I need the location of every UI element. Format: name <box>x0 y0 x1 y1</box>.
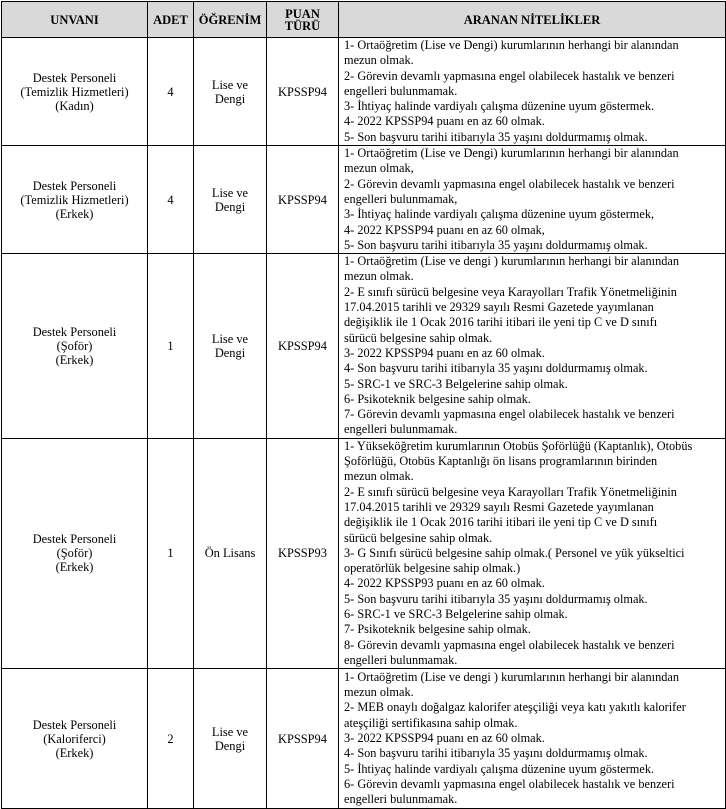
qualifications-cell-line: 1- Ortaöğretim (Lise ve dengi ) kurumlarının herhangi bir alanından <box>344 254 679 269</box>
position-title-cell-line: (Kadın) <box>55 98 94 113</box>
qualifications-cell-line: engelleri bulunmamak. <box>344 792 458 807</box>
qualifications-cell-line: 5- Son başvuru tarihi itibarıyla 35 yaşını doldurmamış olmak. <box>344 129 648 144</box>
header-row <box>2 2 726 38</box>
education-cell-line: Lise ve <box>211 77 249 92</box>
score-type-cell: KPSSP94 <box>267 146 339 254</box>
table-row <box>2 669 726 809</box>
count-cell: 2 <box>148 669 194 809</box>
qualifications-cell-line: 4- 2022 KPSSP94 puanı en az 60 olmak. <box>344 114 545 129</box>
qualifications-cell-line: 2- MEB onaylı doğalgaz kalorifer ateşçiliği veya katı yakıtlı kalorifer <box>344 700 686 715</box>
qualifications-cell-line: engelleri bulunmamak. <box>344 652 458 667</box>
qualifications-cell <box>339 146 726 254</box>
qualifications-cell-line: 2- Görevin devamlı yapmasına engel olabilecek hastalık ve benzeri <box>344 176 675 191</box>
qualifications-cell-line: 5- Son başvuru tarihi itibarıyla 35 yaşını doldurmamış olmak. <box>344 591 648 606</box>
education-cell <box>194 438 267 668</box>
table-row <box>2 146 726 254</box>
qualifications-cell-line: engelleri bulunmamak. <box>344 83 458 98</box>
qualifications-cell-line: 2- E sınıfı sürücü belgesine veya Karayolları Trafik Yönetmeliğinin <box>344 284 677 299</box>
score-type-cell: KPSSP94 <box>267 669 339 809</box>
count-cell: 4 <box>148 38 194 146</box>
qualifications-cell-line: sürücü belgesine sahip olmak. <box>344 330 493 345</box>
qualifications-cell-line: 8- Görevin devamlı yapmasına engel olabilecek hastalık ve benzeri <box>344 637 675 652</box>
position-title-cell-line: Destek Personeli <box>32 178 117 193</box>
table-row <box>2 254 726 439</box>
header-score-type <box>267 2 339 38</box>
position-title-cell-line: Destek Personeli <box>32 324 117 339</box>
position-title-cell <box>2 669 148 809</box>
qualifications-cell-line: 3- 2022 KPSSP94 puanı en az 60 olmak. <box>344 731 545 746</box>
position-title-cell <box>2 438 148 668</box>
header-score-line1: PUAN <box>285 6 320 21</box>
position-title-cell-line: (Erkek) <box>55 745 94 760</box>
education-cell <box>194 38 267 146</box>
education-cell-line: Dengi <box>214 345 246 360</box>
qualifications-cell-line: 6- Psikoteknik belgesine sahip olmak. <box>344 391 531 406</box>
score-type-cell: KPSSP93 <box>267 438 339 668</box>
qualifications-cell-line: 3- İhtiyaç halinde vardiyalı çalışma düzenine uyum göstermek. <box>344 99 655 114</box>
position-title-cell-line: (Temizlik Hizmetleri) <box>20 84 129 99</box>
qualifications-cell <box>339 254 726 439</box>
qualifications-cell-line: mezun olmak. <box>344 685 414 700</box>
qualifications-cell-line: 2- E sınıfı sürücü belgesine veya Karayolları Trafik Yönetmeliğinin <box>344 484 677 499</box>
count-cell: 1 <box>148 438 194 668</box>
qualifications-cell <box>339 438 726 668</box>
position-title-cell-line: Destek Personeli <box>32 70 117 85</box>
requirements-table <box>1 1 726 809</box>
position-title-cell-line: (Kaloriferci) <box>43 731 106 746</box>
qualifications-cell <box>339 669 726 809</box>
position-title-cell-line: (Erkek) <box>55 206 94 221</box>
table-row <box>2 438 726 668</box>
qualifications-cell <box>339 38 726 146</box>
qualifications-cell-line: 3- İhtiyaç halinde vardiyalı çalışma düzenine uyum göstermek, <box>344 207 655 222</box>
qualifications-cell-line: 17.04.2015 tarihli ve 29329 sayılı Resmi Gazetede yayımlanan <box>344 499 654 514</box>
score-type-cell: KPSSP94 <box>267 254 339 439</box>
qualifications-cell-line: Şoförlüğü, Otobüs Kaptanlığı ön lisans programlarının birinden <box>344 454 658 469</box>
header-qualifications: ARANAN NİTELİKLER <box>339 2 726 38</box>
qualifications-cell-line: 6- Görevin devamlı yapmasına engel olabilecek hastalık ve benzeri <box>344 776 675 791</box>
education-cell-line: Ön Lisans <box>204 546 256 561</box>
position-title-cell-line: Destek Personeli <box>32 717 117 732</box>
qualifications-cell-line: 5- Son başvuru tarihi itibarıyla 35 yaşını doldurmamış olmak. <box>344 237 648 252</box>
qualifications-cell-line: mezun olmak. <box>344 53 414 68</box>
count-cell: 4 <box>148 146 194 254</box>
qualifications-cell-line: engelleri bulunmamak. <box>344 422 458 437</box>
position-title-cell-line: (Şoför) <box>56 546 93 561</box>
header-title: UNVANI <box>2 2 148 38</box>
education-cell-line: Lise ve <box>211 724 249 739</box>
education-cell <box>194 669 267 809</box>
qualifications-cell-line: 7- Psikoteknik belgesine sahip olmak. <box>344 622 531 637</box>
education-cell <box>194 146 267 254</box>
qualifications-cell-line: mezun olmak, <box>344 161 414 176</box>
education-cell-line: Dengi <box>214 91 246 106</box>
header-score-line2: TÜRÜ <box>284 18 321 33</box>
header-education: ÖĞRENİM <box>194 2 267 38</box>
qualifications-cell-line: 4- 2022 KPSSP94 puanı en az 60 olmak, <box>344 222 545 237</box>
qualifications-cell-line: 5- SRC-1 ve SRC-3 Belgelerine sahip olmak. <box>344 376 568 391</box>
qualifications-cell-line: 3- G Sınıfı sürücü belgesine sahip olmak.( Personel ve yük yükseltici <box>344 545 685 560</box>
qualifications-cell-line: 1- Ortaöğretim (Lise ve Dengi) kurumlarının herhangi bir alanından <box>344 38 679 52</box>
score-type-cell: KPSSP94 <box>267 38 339 146</box>
qualifications-cell-line: operatörlük belgesine sahip olmak.) <box>344 561 521 576</box>
qualifications-cell-line: 1- Ortaöğretim (Lise ve Dengi) kurumlarının herhangi bir alanından <box>344 146 679 161</box>
qualifications-cell-line: 4- 2022 KPSSP93 puanı en az 60 olmak. <box>344 576 545 591</box>
qualifications-cell-line: 4- Son başvuru tarihi itibarıyla 35 yaşını doldurmamış olmak. <box>344 361 648 376</box>
position-title-cell-line: (Temizlik Hizmetleri) <box>20 192 129 207</box>
education-cell <box>194 254 267 439</box>
qualifications-cell-line: 5- İhtiyaç halinde vardiyalı çalışma düzenine uyum göstermek. <box>344 761 655 776</box>
qualifications-cell-line: değişiklik ile 1 Ocak 2016 tarihi itibari ile yeni tip C ve D sınıfı <box>344 315 658 330</box>
qualifications-cell-line: değişiklik ile 1 Ocak 2016 tarihi itibari ile yeni tip C ve D sınıfı <box>344 515 658 530</box>
qualifications-cell-line: ateşçiliği sertifikasına sahip olmak. <box>344 715 518 730</box>
qualifications-cell-line: mezun olmak. <box>344 469 414 484</box>
qualifications-cell-line: 1- Yükseköğretim kurumlarının Otobüs Şoförlüğü (Kaptanlık), Otobüs <box>344 438 693 453</box>
position-title-cell <box>2 38 148 146</box>
qualifications-cell-line: 7- Görevin devamlı yapmasına engel olabilecek hastalık ve benzeri <box>344 407 675 422</box>
header-count: ADET <box>148 2 194 38</box>
qualifications-cell-line: engelleri bulunmamak, <box>344 191 458 206</box>
position-title-cell <box>2 254 148 439</box>
table-row <box>2 38 726 146</box>
qualifications-cell-line: sürücü belgesine sahip olmak. <box>344 530 493 545</box>
position-title-cell <box>2 146 148 254</box>
count-cell: 1 <box>148 254 194 439</box>
qualifications-cell-line: 2- Görevin devamlı yapmasına engel olabilecek hastalık ve benzeri <box>344 68 675 83</box>
education-cell-line: Lise ve <box>211 185 249 200</box>
position-title-cell-line: Destek Personeli <box>32 532 117 547</box>
position-title-cell-line: (Erkek) <box>55 352 94 367</box>
qualifications-cell-line: 17.04.2015 tarihli ve 29329 sayılı Resmi Gazetede yayımlanan <box>344 300 654 315</box>
qualifications-cell-line: mezun olmak. <box>344 269 414 284</box>
qualifications-cell-line: 4- Son başvuru tarihi itibarıyla 35 yaşını doldurmamış olmak. <box>344 746 648 761</box>
education-cell-line: Lise ve <box>211 331 249 346</box>
qualifications-cell-line: 6- SRC-1 ve SRC-3 Belgelerine sahip olmak. <box>344 606 568 621</box>
education-cell-line: Dengi <box>214 738 246 753</box>
education-cell-line: Dengi <box>214 199 246 214</box>
position-title-cell-line: (Şoför) <box>56 338 93 353</box>
qualifications-cell-line: 1- Ortaöğretim (Lise ve dengi ) kurumlarının herhangi bir alanından <box>344 669 679 684</box>
position-title-cell-line: (Erkek) <box>55 560 94 575</box>
qualifications-cell-line: 3- 2022 KPSSP94 puanı en az 60 olmak. <box>344 345 545 360</box>
